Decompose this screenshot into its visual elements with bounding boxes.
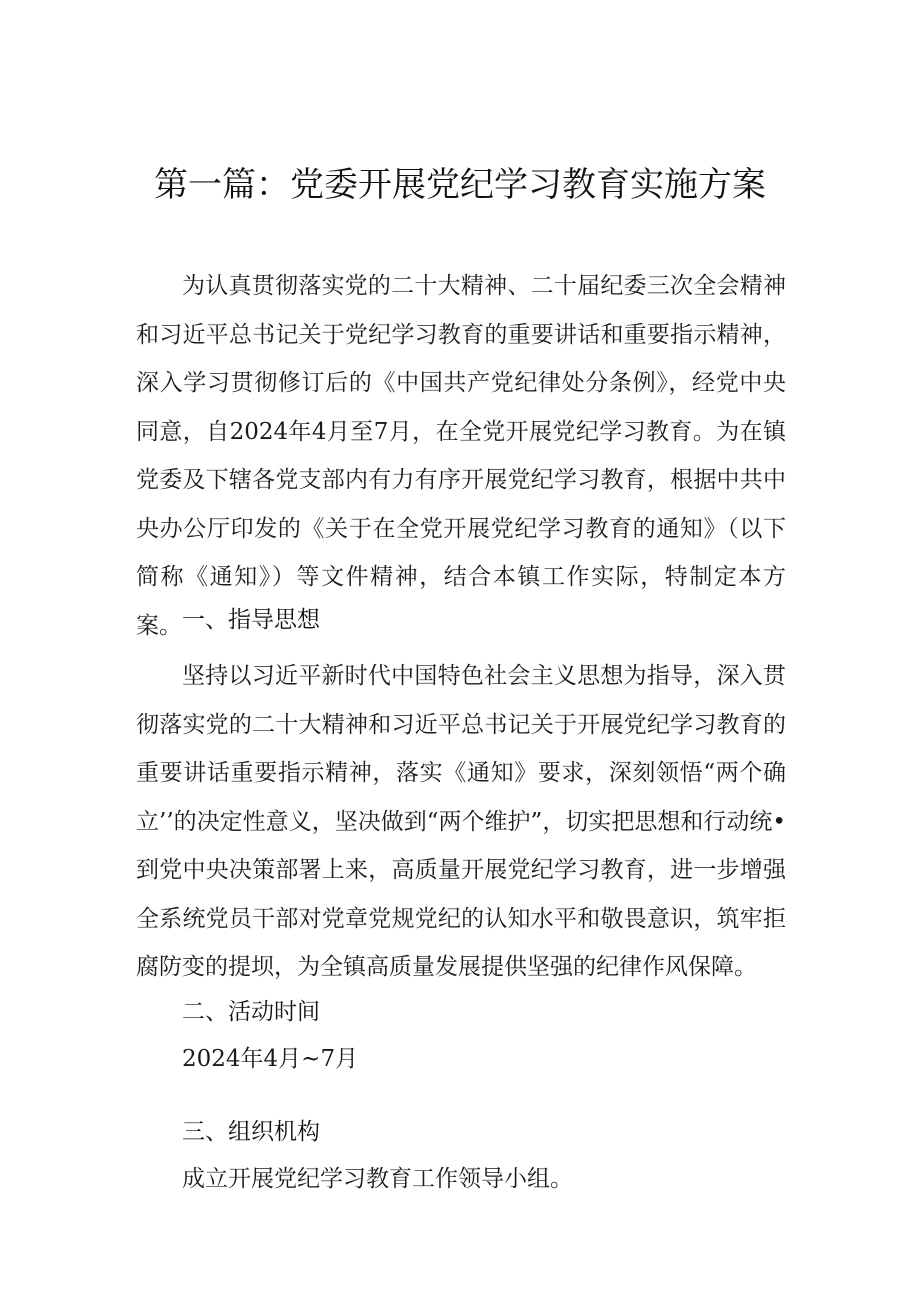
section-heading-guiding-thought: 一、指导思想: [182, 607, 320, 633]
intro-paragraph: 为认真贯彻落实党的二十大精神、二十届纪委三次全会精神和习近平总书记关于党纪学习教育的重要讲话和重要指示精神，深入学习贯彻修订后的《中国共产党纪律处分条例》，经党中央同意，自2024年4月至7月，在全党开展党纪学习教育。为在镇党委及下辖各党支部内有力有序开展党纪学习教育，根据中共中央办公厅印发的《关于在全党开展党纪学习教育的通知》（以下简称《通知》）等文件精神，结合本镇工作实际，特制定本方案。: [136, 273, 786, 639]
section-body-activity-time: 2024年4月~7月: [182, 1046, 359, 1072]
document-title: 第一篇：党委开展党纪学习教育实施方案: [154, 165, 766, 205]
section-body-guiding-thought: 坚持以习近平新时代中国特色社会主义思想为指导，深入贯彻落实党的二十大精神和习近平总书记关于开展党纪学习教育的重要讲话重要指示精神，落实《通知》要求，深刻领悟“两个确立’’的决定性意义，坚决做到“两个维护”，切实把思想和行动统•到党中央决策部署上来，高质量开展党纪学习教育，进一步增强全系统党员干部对党章党规党纪的认知水平和敬畏意识，筑牢拒腐防变的提坝，为全镇高质量发展提供坚强的纪律作风保障。: [136, 663, 786, 980]
section-body-organization: 成立开展党纪学习教育工作领导小组。: [182, 1166, 573, 1192]
section-heading-activity-time: 二、活动时间: [182, 999, 320, 1025]
section-heading-organization: 三、组织机构: [182, 1119, 320, 1145]
